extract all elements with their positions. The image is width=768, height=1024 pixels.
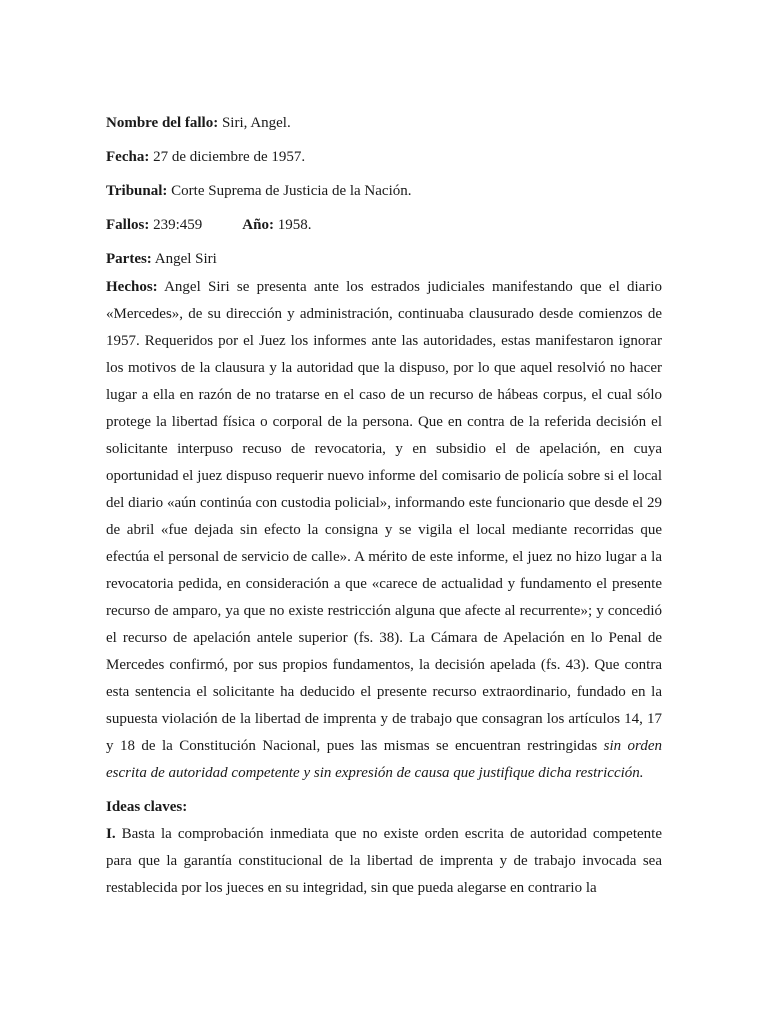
year-label: Año: [242, 217, 274, 233]
fallos-label: Fallos: [106, 217, 150, 233]
parties-label: Partes: [106, 251, 152, 267]
fallos-value: 239:459 [149, 217, 203, 233]
facts-paragraph [106, 274, 662, 787]
key-idea-1-label: I. [106, 826, 116, 842]
fallos-line [106, 215, 662, 236]
court-label: Tribunal: [106, 183, 168, 199]
case-name-label: Nombre del fallo: [106, 115, 219, 131]
parties-line [106, 249, 662, 270]
facts-text: Angel Siri se presenta ante los estrados judiciales manifestando que el diario «Mercedes», de su dirección y administración, continuaba clausurado desde comienzos de 1957. Requeridos por el Juez los informes ante las autoridades, estas manifestaron ignorar los motivos de la clausura y la autoridad que la dispuso, por lo que aquel resolvió no hacer lugar a ella en razón de no tratarse en el caso de un recurso de hábeas corpus, el cual sólo protege la libertad física o corporal de la persona. Que en contra de la referida decisión el solicitante interpuso recuso de revocatoria, y en subsidio el de apelación, en cuya oportunidad el juez dispuso requerir nuevo informe del comisario de policía sobre si el local del diario «aún continúa con custodia policial», informando este funcionario que desde el 29 de abril «fue dejada sin efecto la consigna y se vigila el local mediante recorridas que efectúa el personal de servicio de calle». A mérito de este informe, el juez no hizo lugar a la revocatoria pedida, en consideración a que «carece de actualidad y fundamento el presente recurso de amparo, ya que no existe restricción alguna que afecte al recurrente»; y concedió el recurso de apelación antele superior (fs. 38). La Cámara de Apelación en lo Penal de Mercedes confirmó, por sus propios fundamentos, la decisión apelada (fs. 43). Que contra esta sentencia el solicitante ha deducido el presente recurso extraordinario, fundado en la supuesta violación de la libertad de imprenta y de trabajo que consagran los artículos 14, 17 y 18 de la Constitución Nacional, pues las mismas se encuentran restringidas [106, 279, 662, 754]
case-name-value: Siri, Angel. [218, 115, 291, 131]
key-idea-1-text: Basta la comprobación inmediata que no existe orden escrita de autoridad competente para que la garantía constitucional de la libertad de imprenta y de trabajo invocada sea restablecida por los jueces en su integridad, sin que pueda alegarse en contrario la [106, 826, 662, 896]
parties-value: Angel Siri [151, 251, 217, 267]
case-name-line [106, 113, 662, 134]
facts-italic-text: sin orden escrita de autoridad competente y sin expresión de causa que justifique dicha restricción. [106, 738, 662, 781]
year-group [242, 215, 311, 236]
date-label: Fecha: [106, 149, 150, 165]
key-ideas-heading: Ideas claves: [106, 799, 188, 815]
key-idea-1 [106, 821, 662, 902]
court-value: Corte Suprema de Justicia de la Nación. [167, 183, 412, 199]
year-value: 1958. [273, 217, 312, 233]
facts-label: Hechos: [106, 279, 158, 295]
court-line [106, 181, 662, 202]
date-value: 27 de diciembre de 1957. [149, 149, 306, 165]
document-page [106, 113, 662, 902]
date-line [106, 147, 662, 168]
